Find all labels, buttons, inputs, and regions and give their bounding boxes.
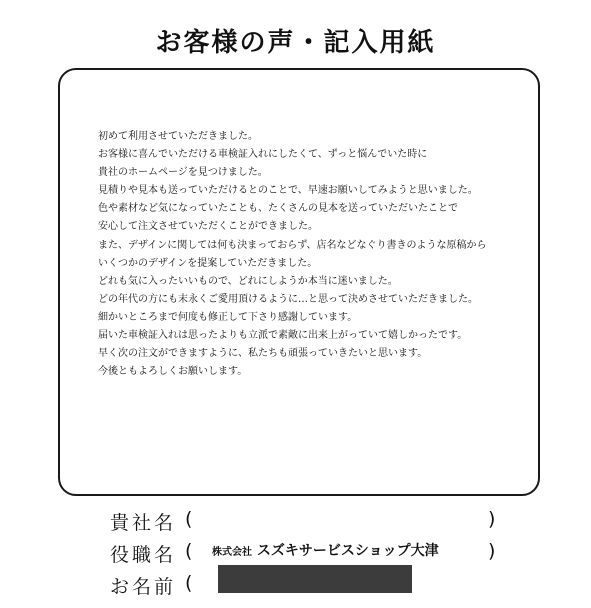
text-line: 早く次の注文ができますように、私たちも頑張っていきたいと思います。 bbox=[98, 348, 428, 360]
company-prefix: 株式会社 bbox=[212, 547, 252, 558]
text-line: どの年代の方にも末永くご愛用頂けるように…と思って決めさせていただきました。 bbox=[98, 293, 478, 305]
testimonial-text bbox=[98, 128, 528, 381]
text-line: また、デザインに関しては何も決まっておらず、店名などなぐり書きのような原稿から bbox=[98, 239, 487, 251]
position-label: 役職名 bbox=[110, 544, 177, 566]
text-line: 初めて利用させていただきました。 bbox=[98, 131, 258, 142]
company-row bbox=[110, 508, 510, 538]
text-line: 見積りや見本も送っていただけるとのことで、早速お願いしてみようと思いました。 bbox=[98, 185, 478, 197]
company-name: スズキサービスショップ大津 bbox=[256, 543, 439, 559]
name-label: お名前 bbox=[110, 576, 177, 598]
close-paren: ) bbox=[488, 540, 496, 562]
text-line: 今後ともよろしくお願いします。 bbox=[98, 366, 248, 378]
redacted-name bbox=[218, 565, 412, 593]
company-label: 貴社名 bbox=[110, 512, 177, 534]
text-line: どれも気に入ったいいもので、どれにしようか本当に迷いました。 bbox=[98, 275, 398, 287]
close-paren: ) bbox=[488, 508, 496, 530]
text-line: 貴社のホームページを見つけました。 bbox=[98, 167, 268, 179]
open-paren: ( bbox=[185, 572, 193, 594]
page-title: お客様の声・記入用紙 bbox=[155, 28, 436, 58]
open-paren: ( bbox=[185, 540, 193, 562]
text-line: 届いた車検証入れは思ったよりも立派で素敵に出来上がっていて嬉しかったです。 bbox=[98, 330, 468, 342]
text-line: 色や素材など気になっていたことも、たくさんの見本を送っていただいたことで bbox=[98, 203, 458, 215]
text-line: 細かいところまで何度も修正して下さり感謝しています。 bbox=[98, 311, 358, 323]
text-line: お客様に喜んでいただける車検証入れにしたくて、ずっと悩んでいた時に bbox=[98, 149, 428, 161]
company-stamp bbox=[212, 540, 439, 560]
text-line: 安心して注文させていただくことができました。 bbox=[98, 221, 318, 233]
open-paren: ( bbox=[185, 508, 193, 530]
text-line: いくつかのデザインを提案していただきました。 bbox=[98, 257, 318, 269]
